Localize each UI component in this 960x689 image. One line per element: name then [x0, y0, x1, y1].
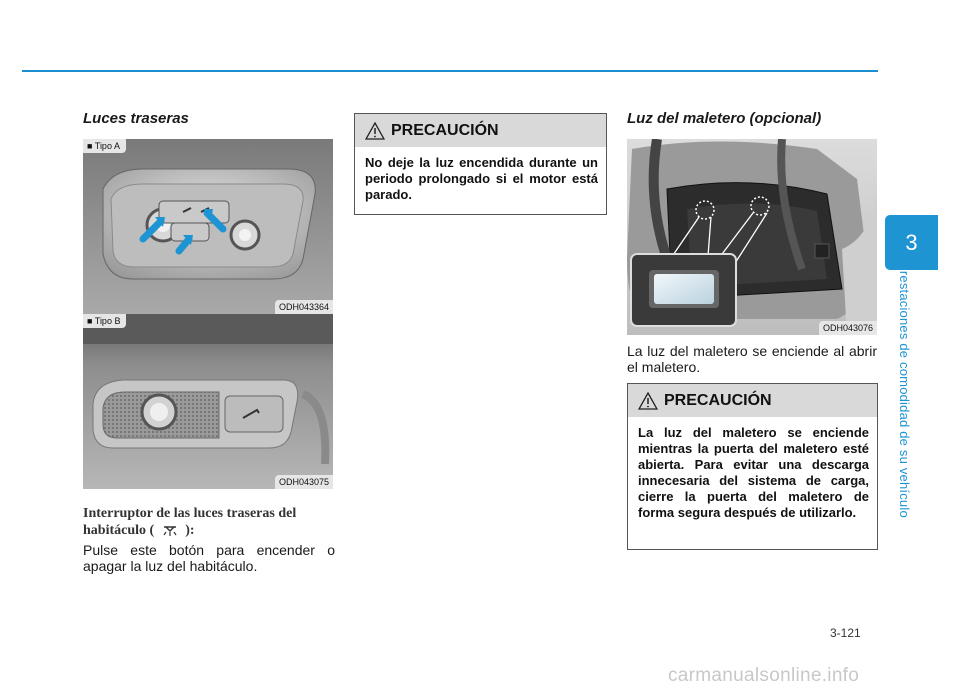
header-rule	[22, 70, 878, 72]
page-number: 3-121	[830, 626, 861, 640]
section-heading-trunk-light: Luz del maletero (opcional)	[627, 110, 822, 127]
chapter-number-tab: 3	[885, 215, 938, 270]
photo-type-a	[83, 139, 333, 314]
caution-text-trunk: La luz del maletero se enciende mientras la puerta del maletero esté abierta. Para evitar una descarga innecesaria del sistema de carga, cierre la puerta del maletero de forma segura después de utilizarlo.	[638, 425, 869, 520]
section-heading-rear-lights: Luces traseras	[83, 110, 189, 127]
chapter-title	[897, 262, 921, 542]
trunk-interior-image	[627, 139, 877, 335]
rear-light-body-text: Pulse este botón para encender o apagar la luz del habitáculo.	[83, 542, 335, 574]
photo-trunk-light	[627, 139, 877, 335]
caution-title-trunk: PRECAUCIÓN	[664, 391, 772, 409]
subheading-text-2: ):	[185, 523, 195, 538]
subheading-text-1: Interruptor de las luces traseras del habitáculo (	[83, 506, 297, 538]
chapter-title-text: Prestaciones de comodidad de su vehículo	[897, 262, 912, 518]
photo-type-a-tag: ■ Tipo A	[83, 139, 126, 153]
overhead-console-type-a-image	[83, 139, 333, 314]
caution-header	[355, 114, 606, 147]
photo-trunk-code: ODH043076	[819, 321, 877, 335]
watermark: carmanualsonline.info	[668, 665, 860, 686]
photo-type-a-code: ODH043364	[275, 300, 333, 314]
caution-text: No deje la luz encendida durante un periodo prolongado si el motor está parado.	[365, 155, 598, 202]
trunk-light-body-text: La luz del maletero se enciende al abrir el maletero.	[627, 343, 877, 375]
caution-box-trunk	[627, 383, 878, 550]
dome-light-icon	[160, 525, 180, 537]
photo-type-b-tag: ■ Tipo B	[83, 314, 126, 328]
warning-triangle-icon	[638, 392, 658, 410]
warning-triangle-icon	[365, 122, 385, 140]
photo-type-b-code: ODH043075	[275, 475, 333, 489]
photo-type-b	[83, 314, 333, 489]
rear-light-switch-subheading	[83, 505, 335, 539]
caution-title: PRECAUCIÓN	[391, 121, 499, 139]
caution-box-engine-off	[354, 113, 607, 215]
caution-header-trunk	[628, 384, 877, 417]
overhead-console-type-b-image	[83, 314, 333, 489]
